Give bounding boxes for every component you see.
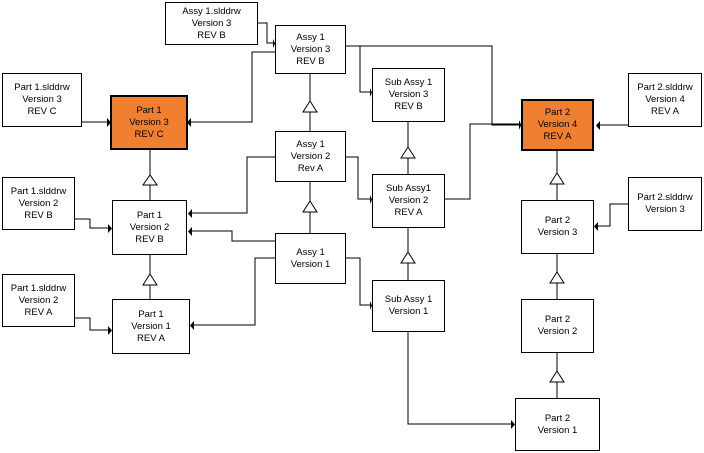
node-line: Sub Assy 1	[384, 77, 433, 88]
node-line: REV B	[394, 101, 423, 112]
node-line: Version 3	[537, 227, 578, 238]
node-line: REV A	[24, 306, 53, 318]
node-drawing-part1-v3[interactable]	[2, 73, 82, 127]
node-line: Part 2	[544, 412, 571, 424]
node-line: Assy 1	[296, 246, 325, 258]
node-line: Assy 1	[296, 138, 325, 150]
node-line: Part 2.slddrw	[637, 192, 693, 203]
node-line: REV B	[296, 55, 325, 67]
node-line: Part 2.slddrw	[637, 82, 693, 93]
node-drawing-part1-v1[interactable]	[2, 274, 75, 327]
node-part2-v3[interactable]	[521, 200, 594, 254]
node-line: Rev A	[297, 162, 324, 174]
node-line: REV A	[651, 106, 679, 117]
node-line: Part 1.slddrw	[10, 282, 67, 294]
node-assy1-v3[interactable]	[275, 25, 346, 74]
node-part2-v1[interactable]	[515, 398, 600, 451]
node-drawing-part2-v3[interactable]	[628, 177, 702, 231]
node-subassy1-v3[interactable]	[372, 68, 445, 122]
node-line: REV B	[24, 209, 53, 221]
node-line: Version 1	[537, 424, 578, 436]
node-drawing-part1-v2[interactable]	[2, 177, 75, 230]
node-line: Version 2	[537, 326, 578, 337]
node-line: Part 1	[136, 209, 163, 221]
node-line: Sub Assy 1	[384, 294, 433, 305]
node-line: Part 2	[544, 107, 571, 118]
node-part2-v4[interactable]	[521, 99, 594, 151]
node-part1-v2[interactable]	[112, 200, 187, 255]
node-line: Part 2	[544, 314, 571, 325]
node-line: Version 2	[290, 150, 331, 162]
node-line: Part 1.slddrw	[10, 185, 67, 197]
node-line: Version 4	[645, 94, 685, 105]
node-line: Version 2	[18, 197, 59, 209]
node-line: Version 1	[131, 320, 171, 332]
node-line: Version 2	[129, 221, 170, 233]
node-subassy1-v2[interactable]	[372, 174, 445, 228]
node-line: Assy 1.slddrw	[182, 5, 241, 17]
node-line: Version 3	[22, 94, 62, 105]
node-part1-v1[interactable]	[112, 299, 190, 354]
node-line: Version 3	[388, 89, 429, 100]
node-assy1-v1[interactable]	[275, 233, 346, 284]
node-line: REV A	[543, 131, 572, 142]
node-line: Sub Assy1	[386, 183, 431, 194]
node-line: REV C	[134, 128, 164, 140]
node-line: REV C	[27, 106, 57, 117]
node-line: Version 1	[388, 306, 429, 317]
node-line: Version 3	[645, 204, 685, 215]
node-line: REV A	[137, 332, 165, 344]
node-line: Part 1	[138, 308, 164, 320]
node-assy1-v2[interactable]	[275, 131, 346, 182]
node-line: Version 2	[18, 294, 59, 306]
node-part1-v3[interactable]	[110, 95, 188, 150]
node-line: Version 1	[290, 258, 331, 270]
node-line: REV A	[394, 207, 423, 218]
node-part2-v2[interactable]	[521, 299, 594, 353]
node-drawing-assy1-v3[interactable]	[165, 2, 258, 45]
node-line: Part 1.slddrw	[14, 82, 70, 93]
node-line: Version 2	[388, 195, 429, 206]
node-line: Assy 1	[296, 31, 325, 43]
node-line: Version 3	[191, 17, 232, 29]
node-line: Part 1	[136, 104, 162, 116]
node-line: Version 3	[129, 116, 169, 128]
node-drawing-part2-v4[interactable]	[628, 73, 702, 127]
node-line: Version 4	[537, 119, 578, 130]
node-subassy1-v1[interactable]	[372, 280, 445, 332]
node-line: REV B	[135, 233, 164, 245]
node-line: Part 2	[544, 215, 571, 226]
node-line: REV B	[197, 29, 226, 41]
node-line: Version 3	[290, 43, 331, 55]
